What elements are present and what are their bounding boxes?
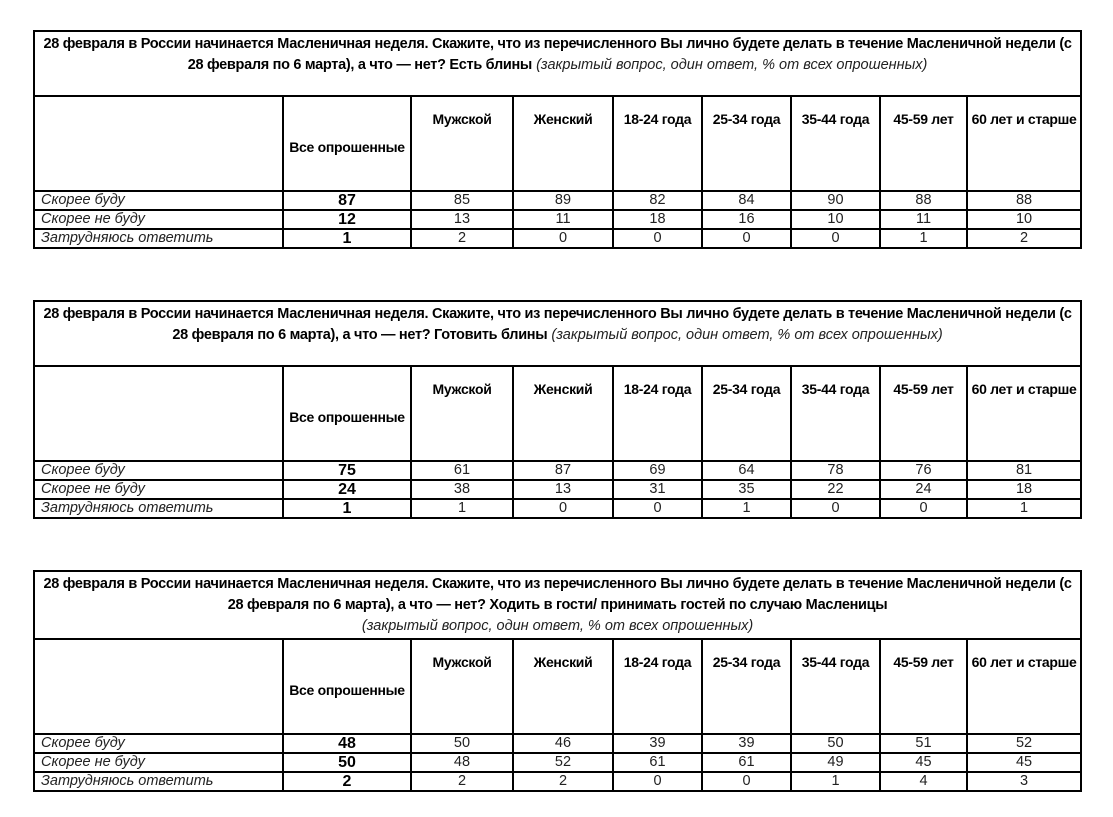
cell-value: 85 bbox=[411, 191, 513, 210]
table-row bbox=[34, 461, 1081, 480]
column-header bbox=[613, 639, 702, 734]
header-empty bbox=[34, 366, 283, 461]
cell-value: 31 bbox=[613, 480, 702, 499]
cell-value: 88 bbox=[880, 191, 967, 210]
cell-value: 1 bbox=[702, 499, 791, 518]
cell-value: 49 bbox=[791, 753, 880, 772]
cell-value: 35 bbox=[702, 480, 791, 499]
column-header-label: Все опрошенные bbox=[289, 139, 405, 155]
cell-value: 16 bbox=[702, 210, 791, 229]
cell-value: 46 bbox=[513, 734, 613, 753]
column-header-label: Мужской bbox=[432, 381, 492, 397]
table-row bbox=[34, 499, 1081, 518]
row-label: Скорее буду bbox=[34, 734, 283, 753]
question-text: 28 февраля в России начинается Масленичная неделя. Скажите, что из перечисленного Вы лично будете делать в течение Масленичной недели (с 28 февраля по 6 марта), а что — нет? Есть блины bbox=[43, 36, 1072, 73]
cell-value: 82 bbox=[613, 191, 702, 210]
column-header-label: 60 лет и старше bbox=[971, 381, 1077, 397]
row-label: Скорее не буду bbox=[34, 210, 283, 229]
row-label: Скорее буду bbox=[34, 461, 283, 480]
cell-value: 61 bbox=[702, 753, 791, 772]
cell-value: 18 bbox=[613, 210, 702, 229]
total-value: 48 bbox=[283, 734, 411, 753]
cell-value: 1 bbox=[967, 499, 1081, 518]
cell-value: 39 bbox=[613, 734, 702, 753]
total-value: 50 bbox=[283, 753, 411, 772]
column-header-label: 45-59 лет bbox=[893, 381, 954, 397]
column-header bbox=[791, 96, 880, 191]
row-label: Скорее не буду bbox=[34, 753, 283, 772]
column-header-label: 35-44 года bbox=[801, 654, 870, 670]
column-header bbox=[880, 366, 967, 461]
cell-value: 39 bbox=[702, 734, 791, 753]
cell-value: 13 bbox=[513, 480, 613, 499]
table-row bbox=[34, 753, 1081, 772]
column-header-label: Все опрошенные bbox=[289, 682, 405, 698]
cell-value: 50 bbox=[411, 734, 513, 753]
cell-value: 69 bbox=[613, 461, 702, 480]
table-row bbox=[34, 772, 1081, 791]
cell-value: 1 bbox=[880, 229, 967, 248]
column-header bbox=[702, 639, 791, 734]
column-header-label: 45-59 лет bbox=[893, 654, 954, 670]
column-header bbox=[411, 366, 513, 461]
survey-table-3 bbox=[33, 570, 1082, 792]
cell-value: 81 bbox=[967, 461, 1081, 480]
cell-value: 24 bbox=[880, 480, 967, 499]
row-label: Скорее не буду bbox=[34, 480, 283, 499]
cell-value: 52 bbox=[513, 753, 613, 772]
cell-value: 87 bbox=[513, 461, 613, 480]
column-header bbox=[967, 96, 1081, 191]
cell-value: 50 bbox=[791, 734, 880, 753]
total-value: 12 bbox=[283, 210, 411, 229]
cell-value: 48 bbox=[411, 753, 513, 772]
table-row bbox=[34, 229, 1081, 248]
question-title bbox=[34, 31, 1081, 96]
column-header-label: 25-34 года bbox=[712, 654, 781, 670]
cell-value: 0 bbox=[791, 499, 880, 518]
cell-value: 0 bbox=[513, 499, 613, 518]
cell-value: 0 bbox=[791, 229, 880, 248]
cell-value: 1 bbox=[411, 499, 513, 518]
column-header bbox=[880, 96, 967, 191]
cell-value: 13 bbox=[411, 210, 513, 229]
table-row bbox=[34, 191, 1081, 210]
cell-value: 18 bbox=[967, 480, 1081, 499]
table-row bbox=[34, 210, 1081, 229]
row-label: Затрудняюсь ответить bbox=[34, 229, 283, 248]
column-header bbox=[791, 639, 880, 734]
cell-value: 1 bbox=[791, 772, 880, 791]
cell-value: 0 bbox=[702, 772, 791, 791]
column-header bbox=[702, 96, 791, 191]
table-row bbox=[34, 734, 1081, 753]
row-label: Скорее буду bbox=[34, 191, 283, 210]
header-empty bbox=[34, 639, 283, 734]
column-header bbox=[967, 366, 1081, 461]
column-header bbox=[967, 639, 1081, 734]
column-header bbox=[411, 96, 513, 191]
cell-value: 10 bbox=[791, 210, 880, 229]
question-text: 28 февраля в России начинается Масленичная неделя. Скажите, что из перечисленного Вы лично будете делать в течение Масленичной недели (с 28 февраля по 6 марта), а что — нет? Готовить блины bbox=[43, 306, 1072, 343]
header-empty bbox=[34, 96, 283, 191]
column-header-label: 60 лет и старше bbox=[971, 111, 1077, 127]
column-header bbox=[513, 639, 613, 734]
cell-value: 89 bbox=[513, 191, 613, 210]
column-header-label: 18-24 года bbox=[623, 654, 692, 670]
cell-value: 4 bbox=[880, 772, 967, 791]
column-header bbox=[702, 366, 791, 461]
cell-value: 11 bbox=[513, 210, 613, 229]
question-title bbox=[34, 571, 1081, 639]
cell-value: 2 bbox=[411, 229, 513, 248]
cell-value: 10 bbox=[967, 210, 1081, 229]
column-header-label: Мужской bbox=[432, 654, 492, 670]
column-header-label: 25-34 года bbox=[712, 111, 781, 127]
column-header-label: Женский bbox=[533, 654, 593, 670]
cell-value: 2 bbox=[513, 772, 613, 791]
total-value: 75 bbox=[283, 461, 411, 480]
column-header bbox=[880, 639, 967, 734]
cell-value: 64 bbox=[702, 461, 791, 480]
column-header bbox=[613, 96, 702, 191]
cell-value: 2 bbox=[411, 772, 513, 791]
question-note: (закрытый вопрос, один ответ, % от всех опрошенных) bbox=[361, 618, 754, 634]
question-title bbox=[34, 301, 1081, 366]
column-header-label: 25-34 года bbox=[712, 381, 781, 397]
cell-value: 0 bbox=[613, 499, 702, 518]
question-note: (закрытый вопрос, один ответ, % от всех опрошенных) bbox=[551, 327, 943, 343]
survey-table-1 bbox=[33, 30, 1082, 249]
column-header-label: 35-44 года bbox=[801, 381, 870, 397]
cell-value: 76 bbox=[880, 461, 967, 480]
cell-value: 51 bbox=[880, 734, 967, 753]
cell-value: 52 bbox=[967, 734, 1081, 753]
question-text: 28 февраля в России начинается Масленичная неделя. Скажите, что из перечисленного Вы лично будете делать в течение Масленичной недели (с 28 февраля по 6 марта), а что — нет? Ходить в гости/ принимать гостей по случаю Масленицы bbox=[43, 576, 1072, 613]
total-value: 2 bbox=[283, 772, 411, 791]
cell-value: 22 bbox=[791, 480, 880, 499]
cell-value: 45 bbox=[880, 753, 967, 772]
column-header bbox=[613, 366, 702, 461]
cell-value: 0 bbox=[613, 772, 702, 791]
cell-value: 11 bbox=[880, 210, 967, 229]
total-value: 24 bbox=[283, 480, 411, 499]
column-header bbox=[791, 366, 880, 461]
column-header-label: 18-24 года bbox=[623, 111, 692, 127]
row-label: Затрудняюсь ответить bbox=[34, 772, 283, 791]
column-header-label: Мужской bbox=[432, 111, 492, 127]
column-header-label: Женский bbox=[533, 381, 593, 397]
cell-value: 78 bbox=[791, 461, 880, 480]
row-label: Затрудняюсь ответить bbox=[34, 499, 283, 518]
cell-value: 2 bbox=[967, 229, 1081, 248]
column-header bbox=[283, 639, 411, 734]
cell-value: 61 bbox=[411, 461, 513, 480]
question-note: (закрытый вопрос, один ответ, % от всех опрошенных) bbox=[536, 57, 928, 73]
cell-value: 84 bbox=[702, 191, 791, 210]
cell-value: 45 bbox=[967, 753, 1081, 772]
survey-table-2 bbox=[33, 300, 1082, 519]
column-header-label: 60 лет и старше bbox=[971, 654, 1077, 670]
column-header-label: 18-24 года bbox=[623, 381, 692, 397]
cell-value: 61 bbox=[613, 753, 702, 772]
total-value: 1 bbox=[283, 499, 411, 518]
cell-value: 90 bbox=[791, 191, 880, 210]
cell-value: 38 bbox=[411, 480, 513, 499]
column-header bbox=[513, 366, 613, 461]
column-header bbox=[283, 96, 411, 191]
total-value: 87 bbox=[283, 191, 411, 210]
column-header-label: Женский bbox=[533, 111, 593, 127]
cell-value: 88 bbox=[967, 191, 1081, 210]
table-row bbox=[34, 480, 1081, 499]
column-header bbox=[411, 639, 513, 734]
column-header-label: 45-59 лет bbox=[893, 111, 954, 127]
total-value: 1 bbox=[283, 229, 411, 248]
cell-value: 0 bbox=[613, 229, 702, 248]
column-header bbox=[513, 96, 613, 191]
column-header bbox=[283, 366, 411, 461]
cell-value: 3 bbox=[967, 772, 1081, 791]
column-header-label: Все опрошенные bbox=[289, 409, 405, 425]
cell-value: 0 bbox=[702, 229, 791, 248]
column-header-label: 35-44 года bbox=[801, 111, 870, 127]
cell-value: 0 bbox=[880, 499, 967, 518]
cell-value: 0 bbox=[513, 229, 613, 248]
